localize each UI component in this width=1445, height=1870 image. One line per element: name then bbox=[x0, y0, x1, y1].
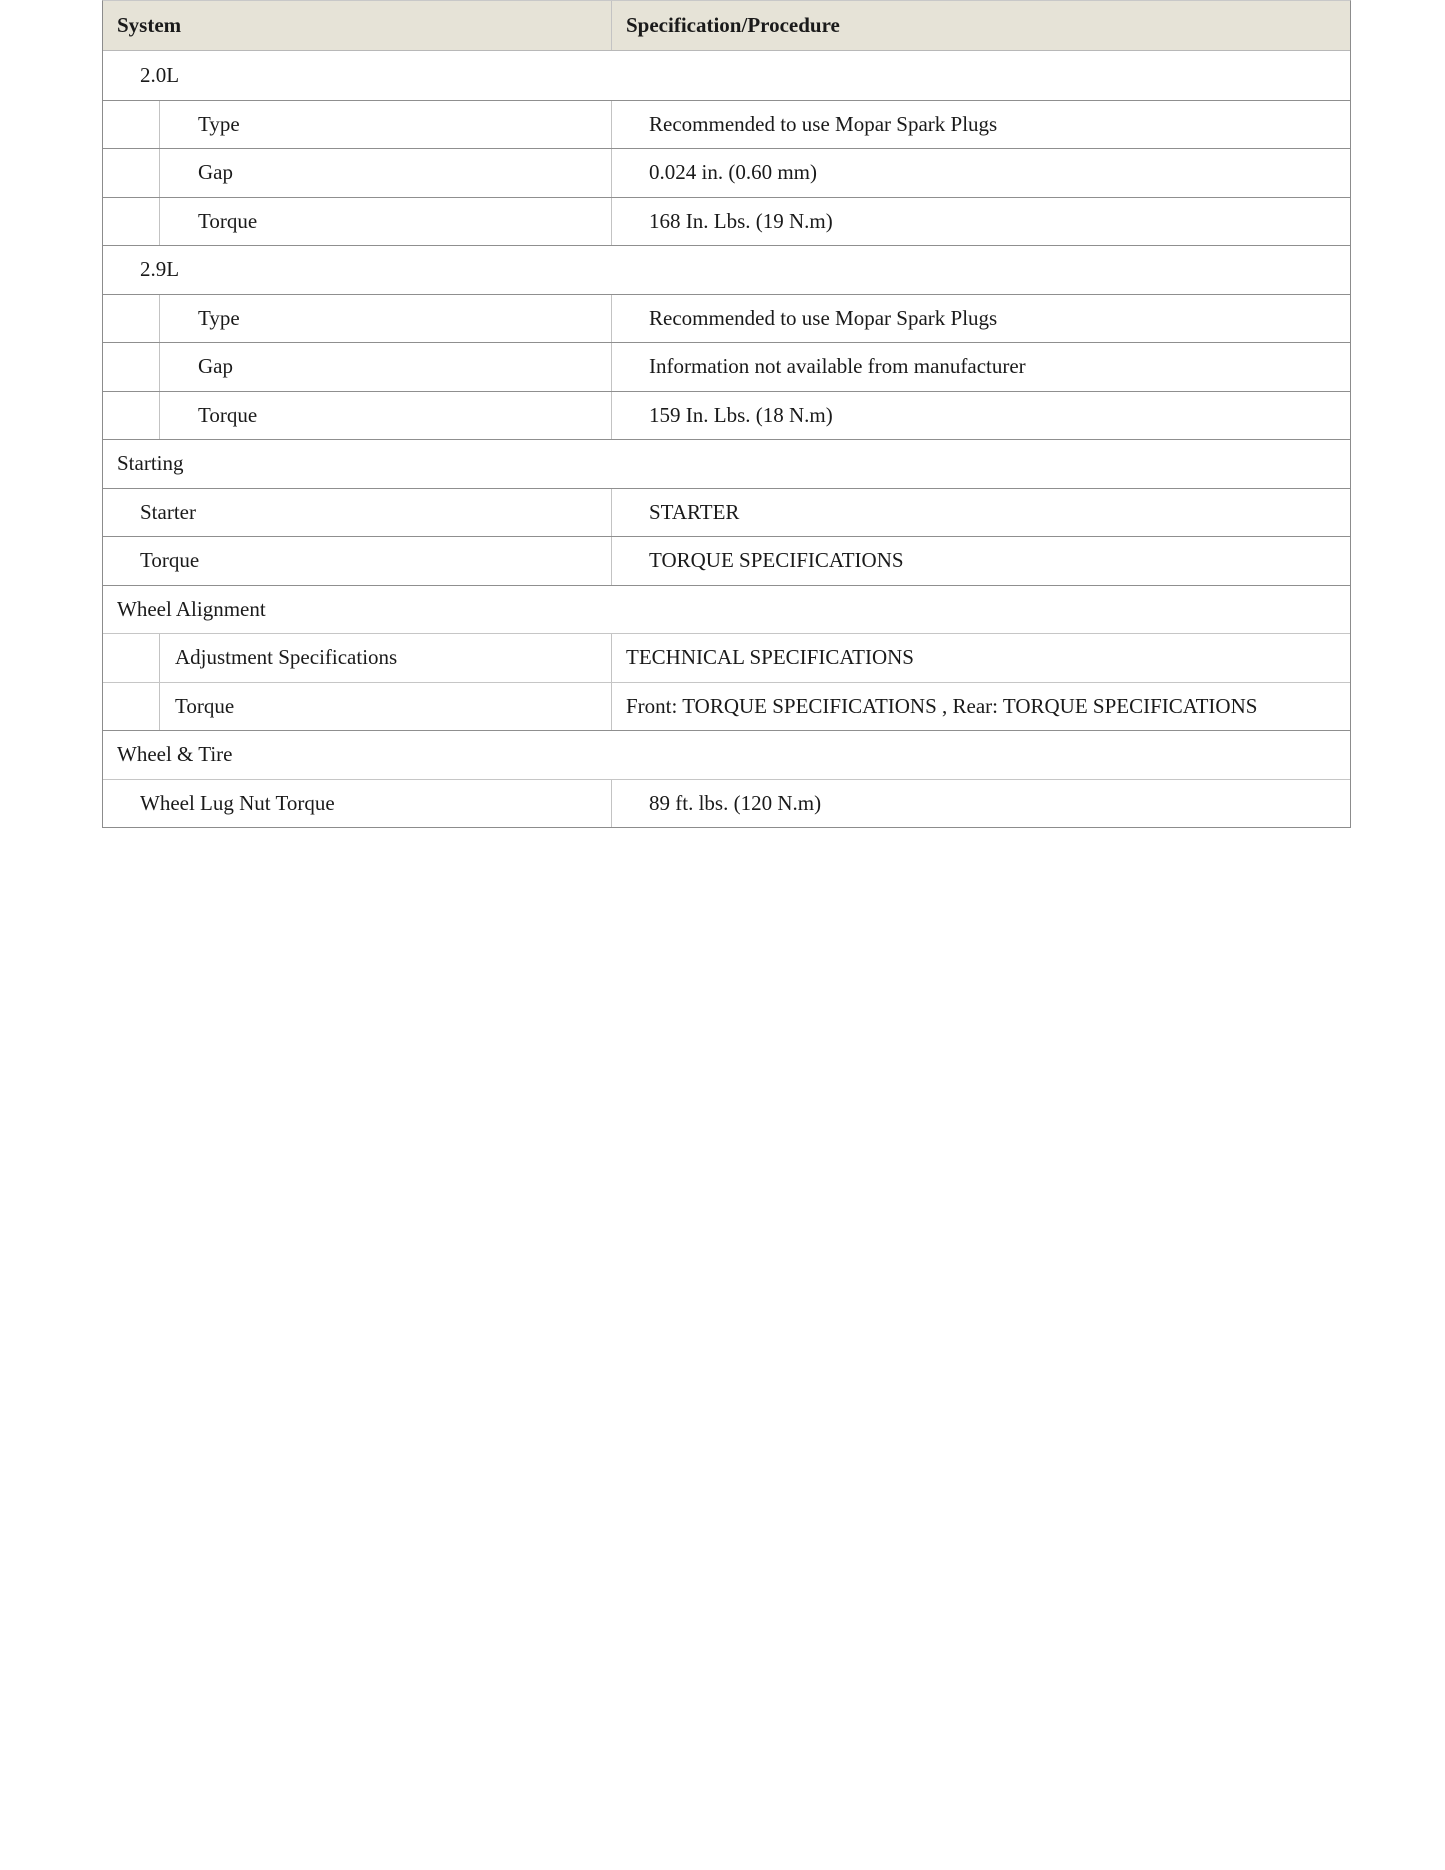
section-label: Starting bbox=[117, 451, 184, 476]
group-row-2-0l bbox=[103, 51, 1350, 100]
system-cell: Torque bbox=[198, 402, 258, 427]
table-row bbox=[103, 342, 1350, 391]
spec-cell: Information not available from manufacturer bbox=[611, 343, 1350, 391]
group-label: 2.9L bbox=[140, 257, 180, 282]
table-row bbox=[103, 100, 1350, 149]
section-label: Wheel & Tire bbox=[117, 742, 233, 767]
system-cell: Adjustment Specifications bbox=[175, 645, 398, 670]
table-row bbox=[103, 391, 1350, 440]
spec-cell: Recommended to use Mopar Spark Plugs bbox=[611, 295, 1350, 343]
section-row-wheel-tire bbox=[103, 730, 1350, 779]
system-cell: Wheel Lug Nut Torque bbox=[140, 790, 335, 815]
spec-cell: 0.024 in. (0.60 mm) bbox=[611, 149, 1350, 197]
group-label: 2.0L bbox=[140, 62, 180, 87]
system-cell: Gap bbox=[198, 354, 233, 379]
spec-cell: TORQUE SPECIFICATIONS bbox=[611, 537, 1350, 585]
table-row bbox=[103, 536, 1350, 585]
table-row bbox=[103, 488, 1350, 537]
section-label: Wheel Alignment bbox=[117, 596, 266, 621]
specification-table bbox=[102, 0, 1351, 828]
system-cell: Gap bbox=[198, 160, 233, 185]
group-row-2-9l bbox=[103, 245, 1350, 294]
section-row-wheel-alignment bbox=[103, 585, 1350, 634]
spec-cell: Recommended to use Mopar Spark Plugs bbox=[611, 101, 1350, 149]
spec-cell: STARTER bbox=[611, 489, 1350, 537]
table-row bbox=[103, 197, 1350, 246]
system-cell: Torque bbox=[198, 208, 258, 233]
header-system: System bbox=[117, 13, 182, 37]
spec-cell: Front: TORQUE SPECIFICATIONS , Rear: TORQUE SPECIFICATIONS bbox=[611, 683, 1350, 731]
table-row bbox=[103, 779, 1350, 828]
table-row bbox=[103, 148, 1350, 197]
system-cell: Torque bbox=[140, 548, 200, 573]
system-cell: Starter bbox=[140, 499, 196, 524]
header-specification: Specification/Procedure bbox=[611, 1, 1350, 50]
spec-cell: 168 In. Lbs. (19 N.m) bbox=[611, 198, 1350, 246]
table-header-row bbox=[103, 1, 1350, 51]
table-row bbox=[103, 682, 1350, 731]
spec-cell: 89 ft. lbs. (120 N.m) bbox=[611, 780, 1350, 828]
table-row bbox=[103, 633, 1350, 682]
system-cell: Torque bbox=[175, 693, 235, 718]
table-row bbox=[103, 294, 1350, 343]
spec-cell: 159 In. Lbs. (18 N.m) bbox=[611, 392, 1350, 440]
system-cell: Type bbox=[198, 111, 240, 136]
spec-cell: TECHNICAL SPECIFICATIONS bbox=[611, 634, 1350, 682]
system-cell: Type bbox=[198, 305, 240, 330]
section-row-starting bbox=[103, 439, 1350, 488]
